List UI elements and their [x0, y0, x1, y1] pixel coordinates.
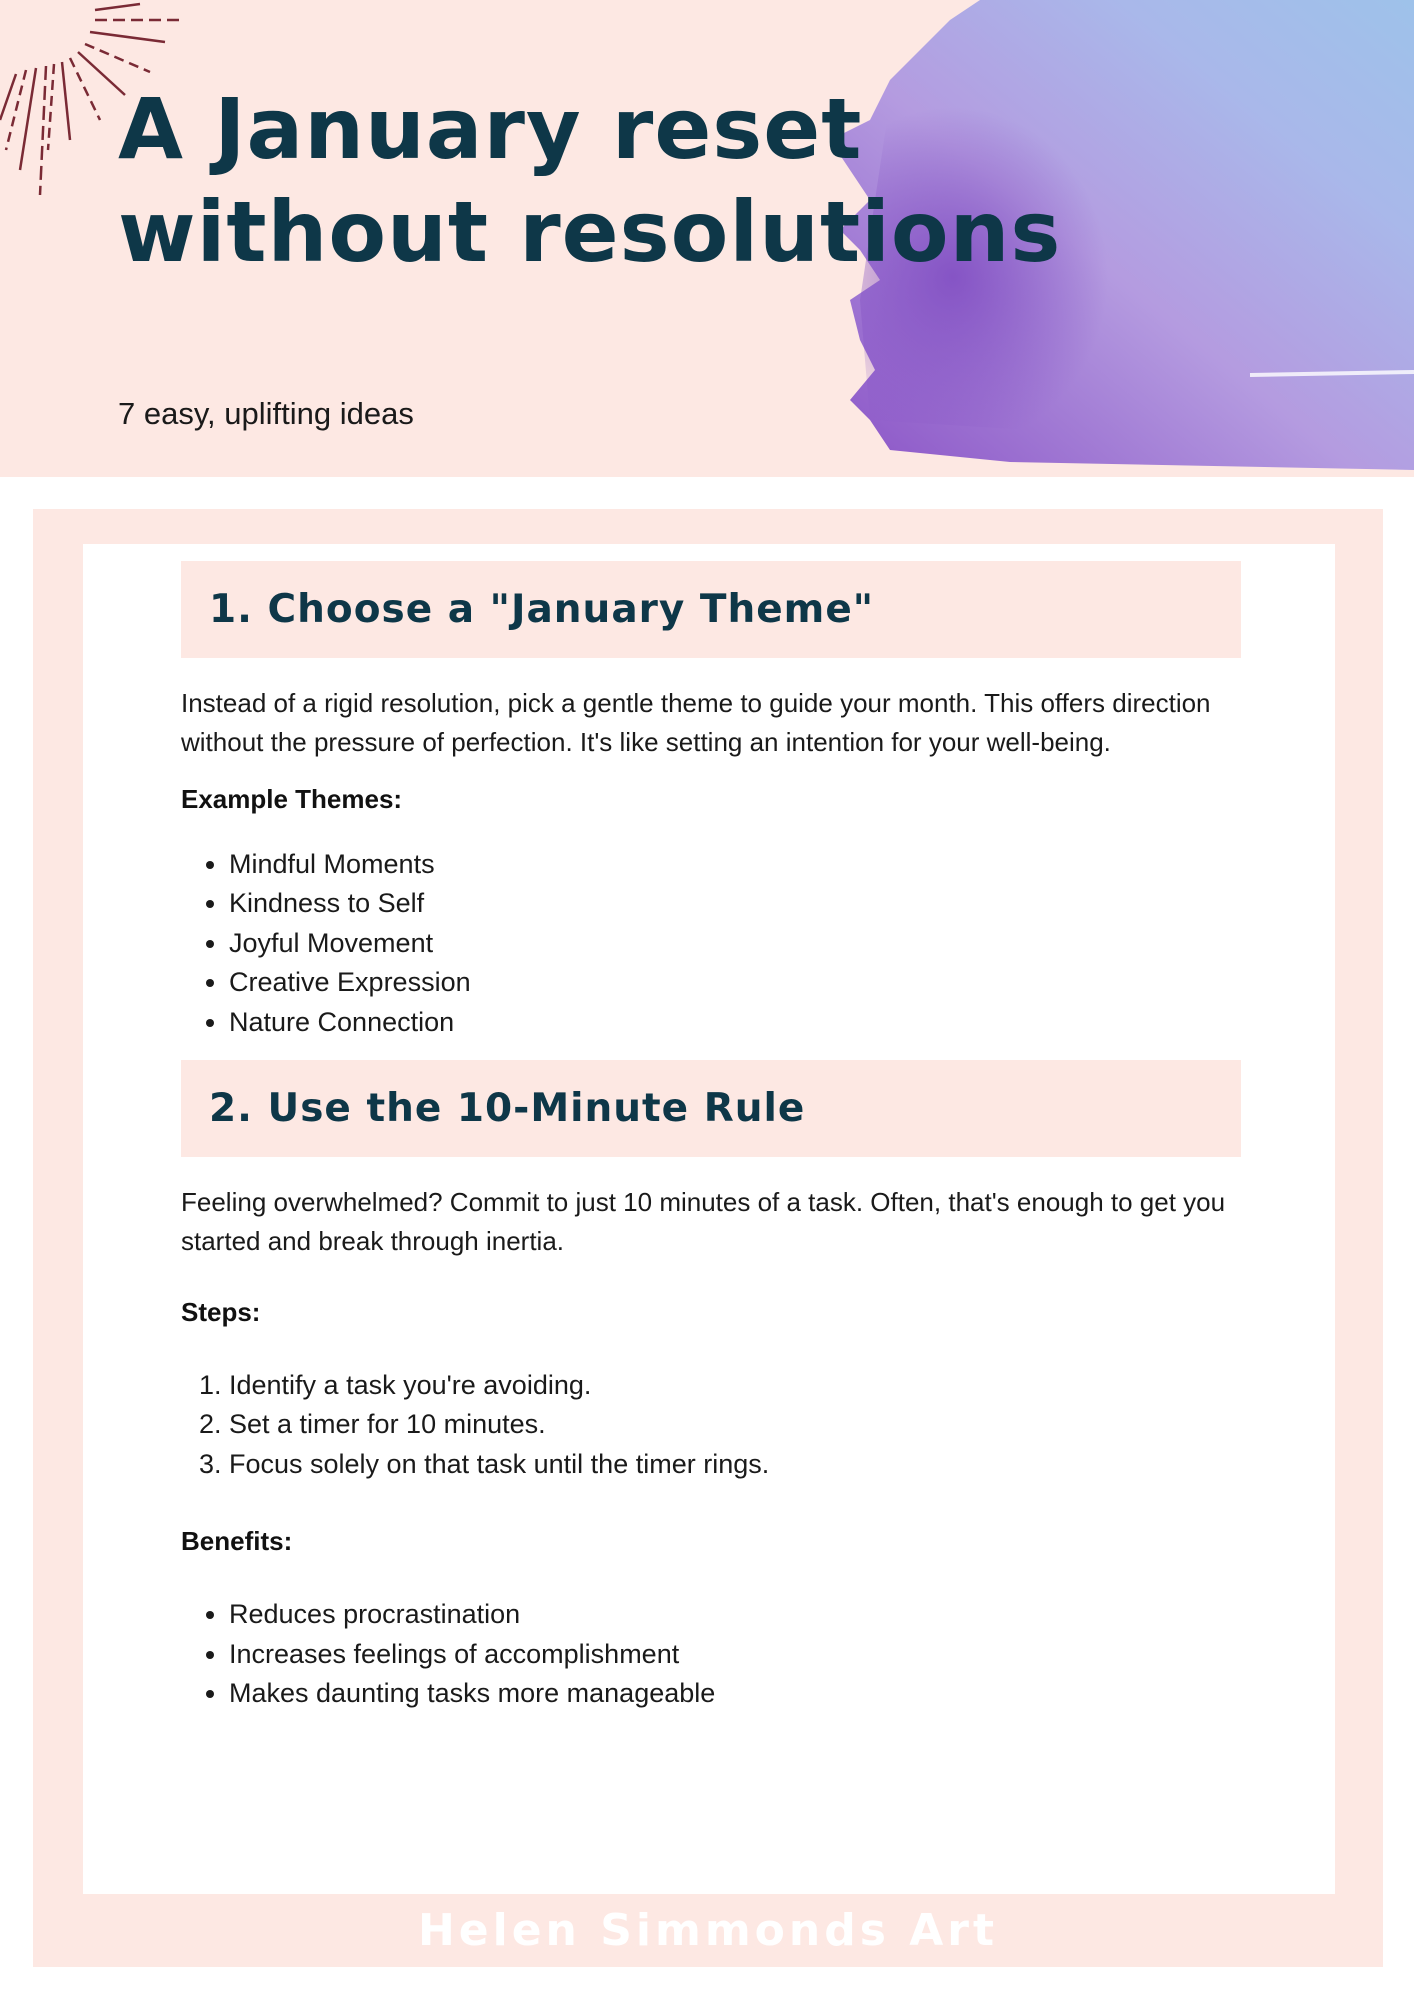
list-item: • Makes daunting tasks more manageable [229, 1674, 1241, 1713]
page-subtitle: 7 easy, uplifting ideas [118, 396, 414, 431]
list-item: • Nature Connection [229, 1003, 1241, 1042]
section-title: 1. Choose a "January Theme" [209, 587, 875, 632]
content-card [83, 544, 1335, 1894]
list-item: • Reduces procrastination [229, 1595, 1241, 1634]
list-item: 2. Set a timer for 10 minutes. [229, 1405, 1241, 1444]
content-body [181, 561, 1241, 1713]
list-item: • Increases feelings of accomplishment [229, 1635, 1241, 1674]
list-item: • Creative Expression [229, 963, 1241, 1002]
benefits-label: Benefits: [181, 1526, 293, 1557]
section-title: 2. Use the 10-Minute Rule [209, 1086, 806, 1132]
list-item: • Kindness to Self [229, 884, 1241, 923]
list-item: • Joyful Movement [229, 924, 1241, 963]
section-heading-1 [181, 561, 1241, 658]
list-item: 1. Identify a task you're avoiding. [229, 1366, 1241, 1405]
list-item: 3. Focus solely on that task until the timer rings. [229, 1445, 1241, 1484]
themes-list [181, 845, 1241, 1042]
steps-label: Steps: [181, 1297, 261, 1328]
list-item: • Mindful Moments [229, 845, 1241, 884]
footer-brand: Helen Simmonds Art [417, 1905, 999, 1956]
header-banner [0, 0, 1414, 477]
list-label: Example Themes: [181, 784, 403, 814]
section-heading-2 [181, 1060, 1241, 1157]
section-intro: Feeling overwhelmed? Commit to just 10 minutes of a task. Often, that's enough to get you started and break through inertia. [181, 1187, 1226, 1257]
content-frame [33, 509, 1383, 1967]
section-intro: Instead of a rigid resolution, pick a gentle theme to guide your month. This offers direction without the pressure of perfection. It's like setting an intention for your well-being. [181, 688, 1211, 757]
page-title: A January reset without resolutions [118, 80, 1062, 281]
benefits-list [181, 1595, 1241, 1713]
steps-list [181, 1366, 1241, 1484]
